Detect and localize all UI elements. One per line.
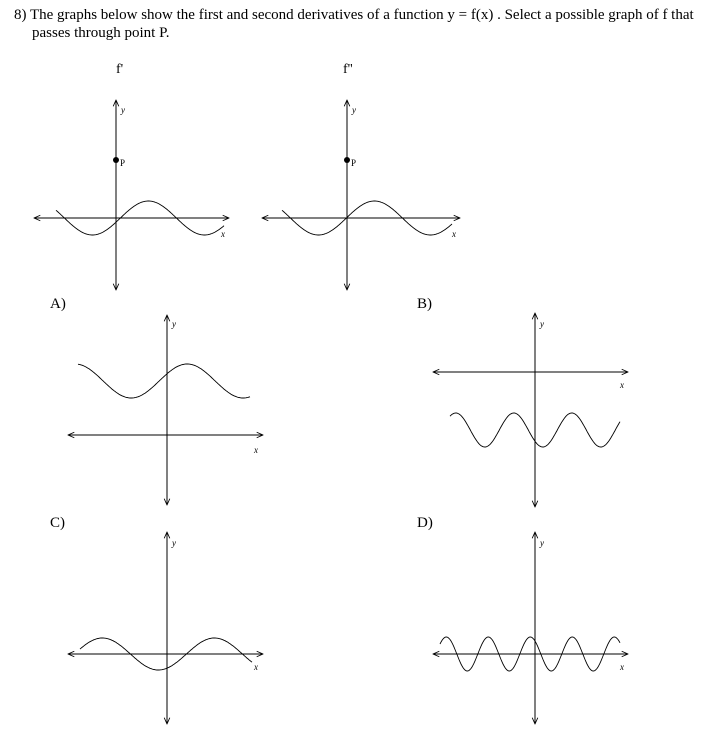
point-p bbox=[113, 157, 119, 163]
x-axis-label: x bbox=[620, 662, 624, 672]
question-number: 8) bbox=[14, 7, 27, 23]
question-line-2: passes through point P. bbox=[32, 25, 170, 41]
graph-label-first-derivative: f' bbox=[116, 62, 124, 77]
y-axis-label: y bbox=[172, 538, 176, 548]
point-p bbox=[344, 157, 350, 163]
graph-label-second-derivative: f'' bbox=[343, 62, 353, 77]
option-label-b: B) bbox=[417, 296, 432, 312]
point-p-label: P bbox=[351, 158, 357, 168]
graph-option-a[interactable] bbox=[68, 315, 263, 505]
graph-f-prime bbox=[34, 100, 229, 290]
option-label-a: A) bbox=[50, 296, 66, 312]
graph-option-c[interactable] bbox=[68, 532, 263, 724]
x-axis-label: x bbox=[221, 229, 225, 239]
x-axis-label: x bbox=[254, 662, 258, 672]
graph-option-b[interactable] bbox=[433, 313, 628, 507]
x-axis-label: x bbox=[254, 445, 258, 455]
x-axis-label: x bbox=[620, 380, 624, 390]
curve-option-a bbox=[78, 364, 250, 398]
point-p-label: P bbox=[120, 158, 126, 168]
graph-option-d[interactable] bbox=[433, 532, 628, 724]
question-line-1: The graphs below show the first and second derivatives of a function y = f(x) . Select a possible graph of f that bbox=[29, 7, 694, 23]
option-label-d: D) bbox=[417, 515, 433, 531]
option-label-c: C) bbox=[50, 515, 65, 531]
graph-f-double-prime bbox=[262, 100, 460, 290]
x-axis-label: x bbox=[452, 229, 456, 239]
y-axis-label: y bbox=[121, 105, 125, 115]
y-axis-label: y bbox=[540, 319, 544, 329]
y-axis-label: y bbox=[172, 319, 176, 329]
y-axis-label: y bbox=[540, 538, 544, 548]
y-axis-label: y bbox=[352, 105, 356, 115]
